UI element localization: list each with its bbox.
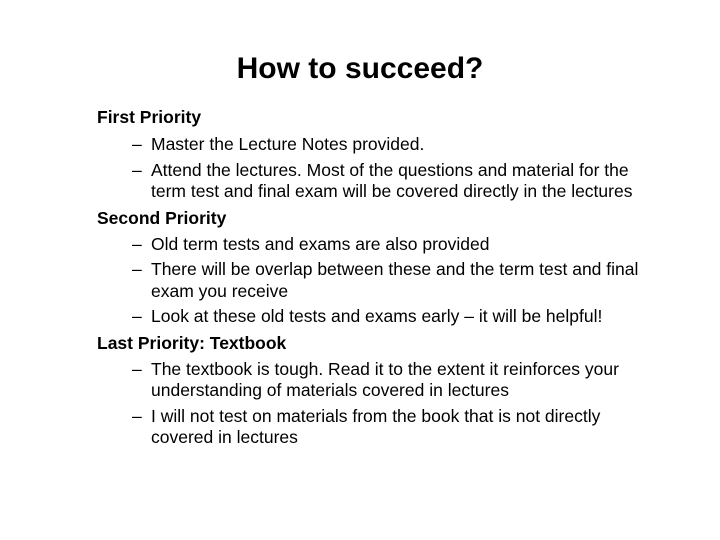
bullet-text: Old term tests and exams are also provided [151,233,490,254]
bullet-text: Look at these old tests and exams early – it will be helpful! [151,306,603,326]
section-last-priority [97,332,697,449]
bullet-text: There will be overlap between these and the term test and final exam you receive [151,259,639,301]
list-item [97,134,651,156]
bullet-list [97,234,697,328]
list-item [97,160,651,203]
slide-title: How to succeed? [236,52,484,85]
dash-bullet-icon: – [132,405,142,426]
section-second-priority [97,207,697,328]
dash-bullet-icon: – [132,233,142,254]
section-heading: Second Priority [97,207,227,228]
list-item [97,359,651,402]
dash-bullet-icon: – [132,159,142,180]
slide-content [97,106,697,449]
bullet-list [97,359,697,449]
list-item [97,306,651,328]
section-first-priority [97,106,697,203]
bullet-text: The textbook is tough. Read it to the extent it reinforces your understanding of materials covered in lectures [151,358,619,400]
dash-bullet-icon: – [132,306,142,326]
list-item [97,259,651,302]
section-heading: Last Priority: Textbook [97,332,287,353]
bullet-text: I will not test on materials from the book that is not directly covered in lectures [151,405,601,447]
section-heading: First Priority [97,107,202,127]
dash-bullet-icon: – [132,134,142,154]
bullet-text: Attend the lectures. Most of the questions and material for the term test and final exam will be covered directly in the lectures [151,159,633,201]
list-item [97,406,651,449]
bullet-text: Master the Lecture Notes provided. [151,134,425,154]
bullet-list [97,134,697,203]
list-item [97,234,651,256]
dash-bullet-icon: – [132,358,142,379]
dash-bullet-icon: – [132,259,142,279]
